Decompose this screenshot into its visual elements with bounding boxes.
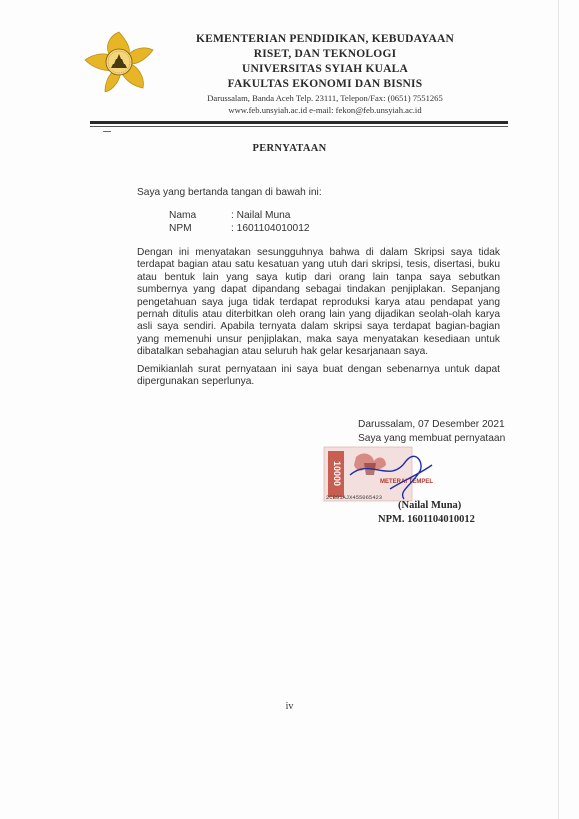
university-name: UNIVERSITAS SYIAH KUALA xyxy=(241,63,409,75)
letterhead xyxy=(180,32,470,116)
ministry-line-2: RISET, DAN TEKNOLOGI xyxy=(253,48,397,60)
faculty-name: FAKULTAS EKONOMI DAN BISNIS xyxy=(227,78,423,90)
stamp-text: METERAI TEMPEL xyxy=(380,479,434,485)
address-line: Darussalam, Banda Aceh Telp. 23111, Telepon/Fax: (0651) 7551265 xyxy=(207,93,443,103)
place-date: Darussalam, 07 Desember 2021 xyxy=(358,419,505,430)
field-row-npm xyxy=(169,223,310,234)
scan-mark xyxy=(103,131,111,132)
intro-text: Saya yang bertanda tangan di bawah ini: xyxy=(137,187,322,198)
header-rule-thin xyxy=(90,126,508,127)
university-logo-icon xyxy=(80,30,158,92)
meterai-stamp-icon xyxy=(320,445,440,505)
signer-role: Saya yang membuat pernyataan xyxy=(358,432,506,444)
page-number: iv xyxy=(285,701,294,712)
field-label: Nama xyxy=(169,210,197,221)
statement-paragraph: Dengan ini menyatakan sesungguhnya bahwa di dalam Skripsi saya tidak terdapat bagian atau satu kesatuan yang utuh dari skripsi, tesis, disertasi, buku atau bentuk lain yang saya kutip dari orang lain tanpa saya sebutkan sumbernya yang dapat dipandang sebagai tindakan penjiplakan. Sepanjang pengetahuan saya juga tidak terdapat reproduksi karya atau pendapat yang pernah ditulis atau diterbitkan oleh orang lain yang dijadikan seolah-olah karya asli saya sendiri. Apabila ternyata dalam skripsi saya terdapat bagian-bagian yang memenuhi unsur penjiplakan, maka saya menyatakan kesediaan untuk dibatalkan sebahagian atau seluruh hak gelar kesarjanaan saya. xyxy=(137,247,500,358)
signature-block xyxy=(358,418,505,445)
ministry-line-1: KEMENTERIAN PENDIDIKAN, KEBUDAYAAN xyxy=(195,33,455,45)
document-title: PERNYATAAN xyxy=(252,143,327,154)
field-row-name xyxy=(169,210,290,221)
closing-paragraph: Demikianlah surat pernyataan ini saya buat dengan sebenarnya untuk dapat dipergunakan seperlunya. xyxy=(137,364,500,388)
scan-edge xyxy=(558,0,559,819)
field-value: : Nailal Muna xyxy=(231,210,291,221)
field-value: : 1601104010012 xyxy=(231,223,310,234)
stamp-serial: 2CB91AJX455065423 xyxy=(326,494,383,501)
header-rule-thick xyxy=(90,121,508,124)
contact-line: www.feb.unsyiah.ac.id e-mail: fekon@feb.unsyiah.ac.id xyxy=(228,105,422,115)
field-label: NPM xyxy=(169,223,192,234)
signer-npm: NPM. 1601104010012 xyxy=(378,514,475,525)
signer-name: (Nailal Muna) xyxy=(398,500,462,511)
stamp-value: 10000 xyxy=(332,461,342,487)
